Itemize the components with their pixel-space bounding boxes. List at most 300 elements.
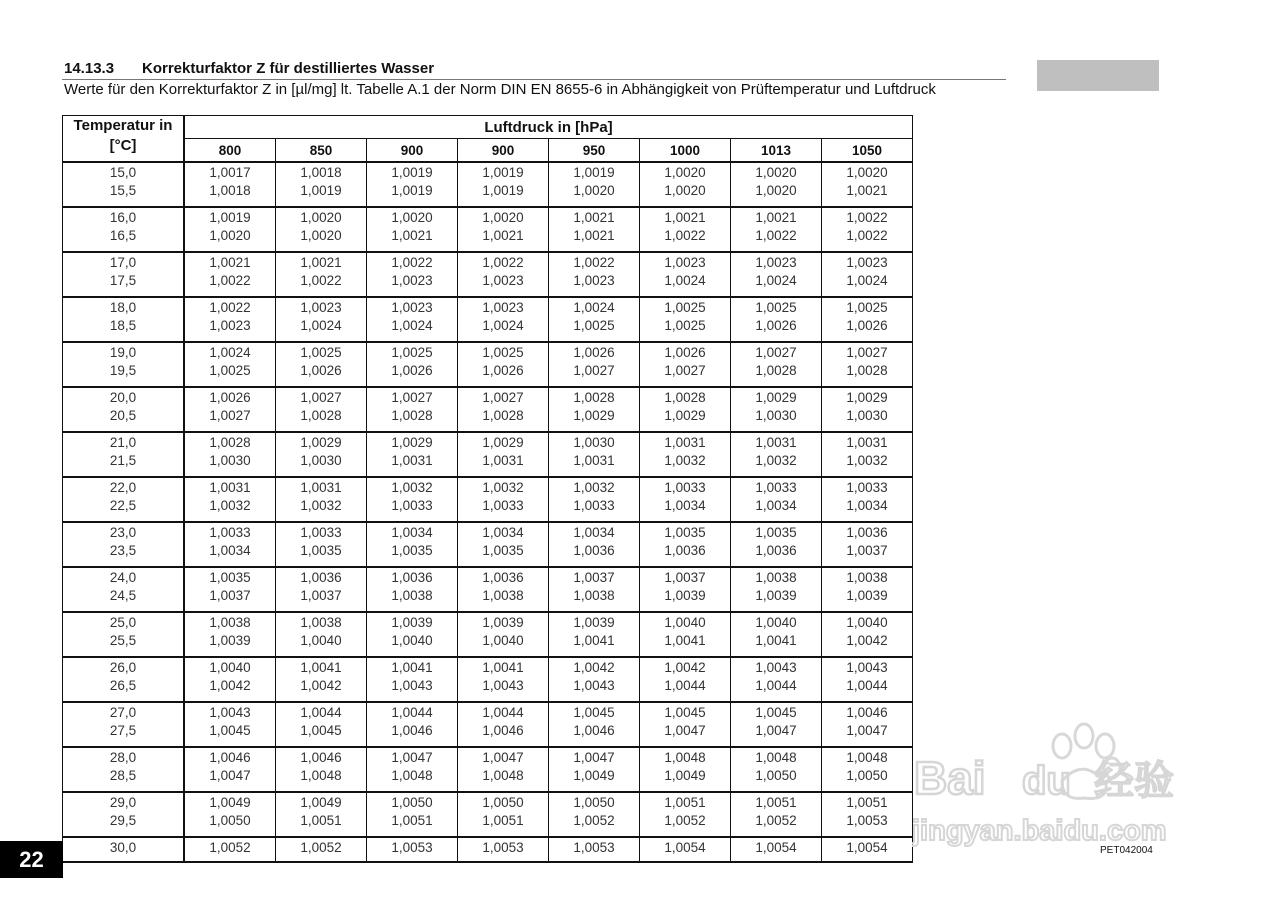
temperature-value: 27,0 bbox=[109, 705, 137, 720]
factor-value: 1,0043 bbox=[391, 678, 433, 693]
factor-value: 1,0024 bbox=[573, 300, 615, 315]
factor-cell bbox=[184, 297, 276, 342]
factor-cell bbox=[367, 792, 458, 837]
temperature-cell bbox=[63, 792, 185, 837]
factor-cell bbox=[184, 747, 276, 792]
baidu-watermark bbox=[912, 706, 1212, 856]
factor-value: 1,0039 bbox=[846, 588, 888, 603]
factor-value: 1,0038 bbox=[755, 570, 797, 585]
factor-cell bbox=[822, 702, 913, 747]
factor-value: 1,0052 bbox=[664, 813, 706, 828]
factor-value: 1,0033 bbox=[846, 480, 888, 495]
temperature-value: 26,0 bbox=[109, 660, 137, 675]
factor-cell bbox=[184, 207, 276, 252]
temperature-header bbox=[63, 116, 185, 163]
factor-value: 1,0022 bbox=[846, 228, 888, 243]
table-row bbox=[63, 252, 913, 297]
factor-value: 1,0045 bbox=[664, 705, 706, 720]
factor-cell bbox=[276, 702, 367, 747]
factor-value: 1,0046 bbox=[300, 750, 342, 765]
factor-value: 1,0039 bbox=[573, 615, 615, 630]
factor-value: 1,0044 bbox=[755, 678, 797, 693]
factor-value: 1,0017 bbox=[209, 165, 251, 180]
factor-value: 1,0019 bbox=[391, 165, 433, 180]
factor-value: 1,0052 bbox=[573, 813, 615, 828]
factor-value: 1,0029 bbox=[664, 408, 706, 423]
factor-value: 1,0030 bbox=[209, 453, 251, 468]
factor-cell bbox=[640, 837, 731, 862]
factor-cell bbox=[822, 792, 913, 837]
factor-value: 1,0046 bbox=[846, 705, 888, 720]
factor-value: 1,0026 bbox=[482, 363, 524, 378]
factor-value: 1,0037 bbox=[846, 543, 888, 558]
factor-cell bbox=[367, 252, 458, 297]
factor-value: 1,0040 bbox=[482, 633, 524, 648]
factor-value: 1,0027 bbox=[482, 390, 524, 405]
table-row bbox=[63, 387, 913, 432]
factor-value: 1,0030 bbox=[573, 435, 615, 450]
factor-value: 1,0027 bbox=[300, 390, 342, 405]
watermark-cn: 经验 bbox=[1094, 758, 1174, 804]
factor-value: 1,0029 bbox=[300, 435, 342, 450]
factor-value: 1,0037 bbox=[300, 588, 342, 603]
factor-cell bbox=[458, 792, 549, 837]
factor-value: 1,0054 bbox=[846, 840, 888, 855]
watermark-brand: Bai bbox=[914, 752, 986, 804]
factor-value: 1,0028 bbox=[391, 408, 433, 423]
factor-value: 1,0028 bbox=[664, 390, 706, 405]
factor-value: 1,0038 bbox=[391, 588, 433, 603]
factor-value: 1,0035 bbox=[209, 570, 251, 585]
factor-value: 1,0021 bbox=[846, 183, 888, 198]
factor-value: 1,0024 bbox=[209, 345, 251, 360]
factor-value: 1,0019 bbox=[573, 165, 615, 180]
factor-value: 1,0021 bbox=[573, 210, 615, 225]
factor-value: 1,0025 bbox=[755, 300, 797, 315]
factor-value: 1,0050 bbox=[209, 813, 251, 828]
factor-value: 1,0048 bbox=[391, 768, 433, 783]
temperature-value: 27,5 bbox=[109, 723, 137, 738]
pressure-column-header: 900 bbox=[367, 139, 458, 163]
table-row bbox=[63, 702, 913, 747]
factor-value: 1,0032 bbox=[482, 480, 524, 495]
pressure-column-header: 800 bbox=[184, 139, 276, 163]
factor-value: 1,0032 bbox=[846, 453, 888, 468]
temperature-value: 19,5 bbox=[109, 363, 137, 378]
factor-value: 1,0037 bbox=[573, 570, 615, 585]
factor-cell bbox=[640, 747, 731, 792]
factor-value: 1,0046 bbox=[391, 723, 433, 738]
factor-cell bbox=[640, 567, 731, 612]
factor-value: 1,0033 bbox=[755, 480, 797, 495]
factor-value: 1,0036 bbox=[755, 543, 797, 558]
factor-cell bbox=[367, 657, 458, 702]
factor-cell bbox=[731, 837, 822, 862]
factor-value: 1,0022 bbox=[664, 228, 706, 243]
factor-value: 1,0031 bbox=[391, 453, 433, 468]
factor-value: 1,0040 bbox=[391, 633, 433, 648]
factor-cell bbox=[458, 432, 549, 477]
factor-value: 1,0047 bbox=[664, 723, 706, 738]
factor-value: 1,0039 bbox=[664, 588, 706, 603]
factor-cell bbox=[276, 567, 367, 612]
factor-value: 1,0031 bbox=[846, 435, 888, 450]
factor-cell bbox=[640, 252, 731, 297]
factor-value: 1,0039 bbox=[391, 615, 433, 630]
factor-cell bbox=[640, 207, 731, 252]
factor-cell bbox=[822, 657, 913, 702]
temperature-value: 25,0 bbox=[109, 615, 137, 630]
factor-value: 1,0032 bbox=[664, 453, 706, 468]
factor-cell bbox=[822, 837, 913, 862]
factor-cell bbox=[640, 387, 731, 432]
temperature-value: 18,5 bbox=[109, 318, 137, 333]
factor-cell bbox=[276, 792, 367, 837]
factor-value: 1,0045 bbox=[755, 705, 797, 720]
factor-value: 1,0046 bbox=[482, 723, 524, 738]
factor-value: 1,0027 bbox=[209, 408, 251, 423]
factor-value: 1,0022 bbox=[391, 255, 433, 270]
factor-cell bbox=[549, 792, 640, 837]
factor-value: 1,0046 bbox=[209, 750, 251, 765]
factor-cell bbox=[276, 747, 367, 792]
factor-value: 1,0028 bbox=[846, 363, 888, 378]
pressure-column-header: 1013 bbox=[731, 139, 822, 163]
factor-cell bbox=[731, 567, 822, 612]
factor-value: 1,0047 bbox=[755, 723, 797, 738]
factor-cell bbox=[640, 657, 731, 702]
factor-value: 1,0045 bbox=[209, 723, 251, 738]
factor-cell bbox=[731, 162, 822, 207]
temperature-value: 28,0 bbox=[109, 750, 137, 765]
factor-value: 1,0045 bbox=[300, 723, 342, 738]
factor-value: 1,0024 bbox=[846, 273, 888, 288]
table-row bbox=[63, 522, 913, 567]
factor-cell bbox=[549, 837, 640, 862]
factor-value: 1,0040 bbox=[846, 615, 888, 630]
factor-value: 1,0031 bbox=[209, 480, 251, 495]
factor-cell bbox=[184, 612, 276, 657]
temperature-cell bbox=[63, 387, 185, 432]
factor-value: 1,0027 bbox=[573, 363, 615, 378]
temperature-cell bbox=[63, 162, 185, 207]
factor-cell bbox=[276, 342, 367, 387]
factor-cell bbox=[822, 162, 913, 207]
factor-cell bbox=[184, 477, 276, 522]
factor-value: 1,0025 bbox=[482, 345, 524, 360]
factor-cell bbox=[822, 522, 913, 567]
factor-value: 1,0020 bbox=[664, 165, 706, 180]
factor-value: 1,0047 bbox=[846, 723, 888, 738]
factor-value: 1,0021 bbox=[573, 228, 615, 243]
factor-value: 1,0053 bbox=[846, 813, 888, 828]
factor-cell bbox=[367, 567, 458, 612]
factor-cell bbox=[276, 207, 367, 252]
factor-cell bbox=[276, 657, 367, 702]
factor-value: 1,0030 bbox=[846, 408, 888, 423]
factor-cell bbox=[367, 612, 458, 657]
factor-value: 1,0031 bbox=[573, 453, 615, 468]
factor-value: 1,0047 bbox=[573, 750, 615, 765]
table-row bbox=[63, 207, 913, 252]
factor-cell bbox=[276, 432, 367, 477]
watermark-url: jingyan.baidu.com bbox=[912, 815, 1167, 847]
temperature-value: 15,0 bbox=[109, 165, 137, 180]
factor-value: 1,0054 bbox=[664, 840, 706, 855]
factor-cell bbox=[549, 207, 640, 252]
factor-value: 1,0045 bbox=[573, 705, 615, 720]
factor-cell bbox=[822, 432, 913, 477]
factor-value: 1,0035 bbox=[664, 525, 706, 540]
factor-value: 1,0025 bbox=[573, 318, 615, 333]
factor-cell bbox=[184, 387, 276, 432]
factor-value: 1,0029 bbox=[755, 390, 797, 405]
factor-value: 1,0025 bbox=[664, 318, 706, 333]
factor-value: 1,0042 bbox=[300, 678, 342, 693]
factor-value: 1,0027 bbox=[755, 345, 797, 360]
factor-cell bbox=[549, 702, 640, 747]
factor-value: 1,0020 bbox=[755, 183, 797, 198]
factor-value: 1,0049 bbox=[664, 768, 706, 783]
factor-cell bbox=[822, 342, 913, 387]
factor-value: 1,0023 bbox=[573, 273, 615, 288]
table-row bbox=[63, 657, 913, 702]
factor-value: 1,0033 bbox=[209, 525, 251, 540]
factor-cell bbox=[822, 567, 913, 612]
pressure-header: Luftdruck in [hPa] bbox=[184, 116, 913, 139]
factor-cell bbox=[458, 252, 549, 297]
factor-value: 1,0020 bbox=[755, 165, 797, 180]
factor-value: 1,0022 bbox=[846, 210, 888, 225]
factor-value: 1,0033 bbox=[482, 498, 524, 513]
factor-cell bbox=[458, 567, 549, 612]
factor-value: 1,0021 bbox=[482, 228, 524, 243]
factor-value: 1,0038 bbox=[482, 588, 524, 603]
factor-cell bbox=[822, 297, 913, 342]
section-subtitle: Werte für den Korrekturfaktor Z in [µl/mg] lt. Tabelle A.1 der Norm DIN EN 8655-6 in Abhängigkeit von Prüftemperatur und Luftdruck bbox=[64, 81, 936, 98]
factor-value: 1,0049 bbox=[300, 795, 342, 810]
factor-cell bbox=[276, 297, 367, 342]
factor-value: 1,0039 bbox=[209, 633, 251, 648]
factor-value: 1,0033 bbox=[300, 525, 342, 540]
factor-cell bbox=[458, 522, 549, 567]
factor-value: 1,0032 bbox=[209, 498, 251, 513]
factor-value: 1,0026 bbox=[846, 318, 888, 333]
factor-cell bbox=[640, 477, 731, 522]
factor-value: 1,0032 bbox=[755, 453, 797, 468]
factor-cell bbox=[731, 432, 822, 477]
factor-value: 1,0034 bbox=[482, 525, 524, 540]
factor-value: 1,0049 bbox=[573, 768, 615, 783]
factor-value: 1,0025 bbox=[846, 300, 888, 315]
temperature-value: 25,5 bbox=[109, 633, 137, 648]
factor-value: 1,0043 bbox=[846, 660, 888, 675]
factor-value: 1,0044 bbox=[664, 678, 706, 693]
temperature-value: 20,0 bbox=[109, 390, 137, 405]
factor-cell bbox=[822, 747, 913, 792]
factor-value: 1,0026 bbox=[755, 318, 797, 333]
factor-value: 1,0041 bbox=[482, 660, 524, 675]
factor-value: 1,0050 bbox=[573, 795, 615, 810]
factor-value: 1,0051 bbox=[755, 795, 797, 810]
watermark-brand-suffix: du bbox=[1022, 759, 1071, 803]
factor-value: 1,0035 bbox=[391, 543, 433, 558]
factor-value: 1,0024 bbox=[482, 318, 524, 333]
section-heading bbox=[64, 60, 434, 77]
factor-value: 1,0040 bbox=[300, 633, 342, 648]
table-row bbox=[63, 342, 913, 387]
factor-cell bbox=[458, 297, 549, 342]
factor-value: 1,0024 bbox=[391, 318, 433, 333]
temperature-header-line1: Temperatur in bbox=[73, 117, 173, 134]
factor-cell bbox=[731, 522, 822, 567]
factor-value: 1,0024 bbox=[664, 273, 706, 288]
factor-value: 1,0021 bbox=[300, 255, 342, 270]
factor-value: 1,0021 bbox=[209, 255, 251, 270]
heading-rule bbox=[62, 79, 1006, 80]
factor-value: 1,0036 bbox=[300, 570, 342, 585]
factor-cell bbox=[822, 207, 913, 252]
factor-cell bbox=[549, 747, 640, 792]
factor-value: 1,0023 bbox=[482, 300, 524, 315]
temperature-cell bbox=[63, 477, 185, 522]
factor-value: 1,0044 bbox=[846, 678, 888, 693]
temperature-cell bbox=[63, 747, 185, 792]
factor-value: 1,0042 bbox=[846, 633, 888, 648]
factor-value: 1,0034 bbox=[573, 525, 615, 540]
factor-value: 1,0034 bbox=[664, 498, 706, 513]
factor-value: 1,0051 bbox=[300, 813, 342, 828]
factor-cell bbox=[640, 702, 731, 747]
factor-value: 1,0043 bbox=[482, 678, 524, 693]
factor-cell bbox=[549, 297, 640, 342]
factor-value: 1,0024 bbox=[755, 273, 797, 288]
factor-value: 1,0022 bbox=[482, 255, 524, 270]
factor-value: 1,0025 bbox=[664, 300, 706, 315]
factor-cell bbox=[731, 747, 822, 792]
factor-cell bbox=[640, 342, 731, 387]
factor-value: 1,0026 bbox=[300, 363, 342, 378]
factor-value: 1,0034 bbox=[391, 525, 433, 540]
factor-value: 1,0029 bbox=[391, 435, 433, 450]
factor-value: 1,0026 bbox=[573, 345, 615, 360]
pressure-column-header: 1050 bbox=[822, 139, 913, 163]
factor-cell bbox=[549, 387, 640, 432]
factor-value: 1,0044 bbox=[300, 705, 342, 720]
factor-value: 1,0038 bbox=[573, 588, 615, 603]
factor-value: 1,0047 bbox=[482, 750, 524, 765]
factor-value: 1,0048 bbox=[846, 750, 888, 765]
factor-cell bbox=[822, 612, 913, 657]
factor-value: 1,0029 bbox=[482, 435, 524, 450]
factor-value: 1,0048 bbox=[482, 768, 524, 783]
factor-value: 1,0019 bbox=[482, 183, 524, 198]
factor-value: 1,0042 bbox=[573, 660, 615, 675]
factor-value: 1,0018 bbox=[209, 183, 251, 198]
temperature-cell bbox=[63, 252, 185, 297]
pressure-column-header: 950 bbox=[549, 139, 640, 163]
factor-value: 1,0022 bbox=[755, 228, 797, 243]
factor-value: 1,0036 bbox=[846, 525, 888, 540]
factor-value: 1,0043 bbox=[573, 678, 615, 693]
factor-value: 1,0032 bbox=[300, 498, 342, 513]
temperature-value: 20,5 bbox=[109, 408, 137, 423]
factor-value: 1,0053 bbox=[391, 840, 433, 855]
factor-cell bbox=[276, 522, 367, 567]
temperature-cell bbox=[63, 612, 185, 657]
factor-value: 1,0020 bbox=[209, 228, 251, 243]
factor-value: 1,0029 bbox=[846, 390, 888, 405]
temperature-cell bbox=[63, 432, 185, 477]
factor-value: 1,0044 bbox=[482, 705, 524, 720]
temperature-value: 15,5 bbox=[109, 183, 137, 198]
factor-cell bbox=[549, 252, 640, 297]
factor-value: 1,0025 bbox=[300, 345, 342, 360]
factor-value: 1,0031 bbox=[664, 435, 706, 450]
factor-value: 1,0022 bbox=[300, 273, 342, 288]
temperature-value: 17,0 bbox=[109, 255, 137, 270]
table-row bbox=[63, 567, 913, 612]
factor-cell bbox=[367, 207, 458, 252]
table-row bbox=[63, 162, 913, 207]
factor-cell bbox=[549, 342, 640, 387]
temperature-value: 17,5 bbox=[109, 273, 137, 288]
table-row bbox=[63, 792, 913, 837]
pressure-column-header: 850 bbox=[276, 139, 367, 163]
factor-value: 1,0052 bbox=[300, 840, 342, 855]
factor-cell bbox=[184, 657, 276, 702]
factor-cell bbox=[367, 837, 458, 862]
factor-cell bbox=[184, 792, 276, 837]
factor-cell bbox=[731, 342, 822, 387]
factor-value: 1,0050 bbox=[391, 795, 433, 810]
temperature-value: 16,0 bbox=[109, 210, 137, 225]
pressure-columns-row bbox=[63, 139, 913, 163]
temperature-cell bbox=[63, 567, 185, 612]
factor-value: 1,0034 bbox=[755, 498, 797, 513]
factor-value: 1,0034 bbox=[209, 543, 251, 558]
factor-value: 1,0051 bbox=[664, 795, 706, 810]
factor-cell bbox=[184, 837, 276, 862]
factor-value: 1,0042 bbox=[209, 678, 251, 693]
factor-value: 1,0027 bbox=[846, 345, 888, 360]
factor-cell bbox=[184, 522, 276, 567]
factor-value: 1,0051 bbox=[846, 795, 888, 810]
factor-cell bbox=[458, 207, 549, 252]
factor-cell bbox=[367, 477, 458, 522]
factor-cell bbox=[731, 207, 822, 252]
factor-value: 1,0026 bbox=[391, 363, 433, 378]
temperature-cell bbox=[63, 297, 185, 342]
temperature-value: 21,5 bbox=[109, 453, 137, 468]
factor-cell bbox=[276, 387, 367, 432]
factor-cell bbox=[184, 342, 276, 387]
factor-value: 1,0021 bbox=[391, 228, 433, 243]
temperature-value: 18,0 bbox=[109, 300, 137, 315]
factor-value: 1,0050 bbox=[482, 795, 524, 810]
factor-cell bbox=[458, 612, 549, 657]
factor-value: 1,0041 bbox=[664, 633, 706, 648]
factor-value: 1,0022 bbox=[573, 255, 615, 270]
factor-cell bbox=[367, 342, 458, 387]
factor-value: 1,0038 bbox=[209, 615, 251, 630]
table-row bbox=[63, 837, 913, 862]
factor-value: 1,0025 bbox=[391, 345, 433, 360]
temperature-value: 22,5 bbox=[109, 498, 137, 513]
factor-value: 1,0031 bbox=[300, 480, 342, 495]
table-row bbox=[63, 297, 913, 342]
factor-value: 1,0023 bbox=[209, 318, 251, 333]
